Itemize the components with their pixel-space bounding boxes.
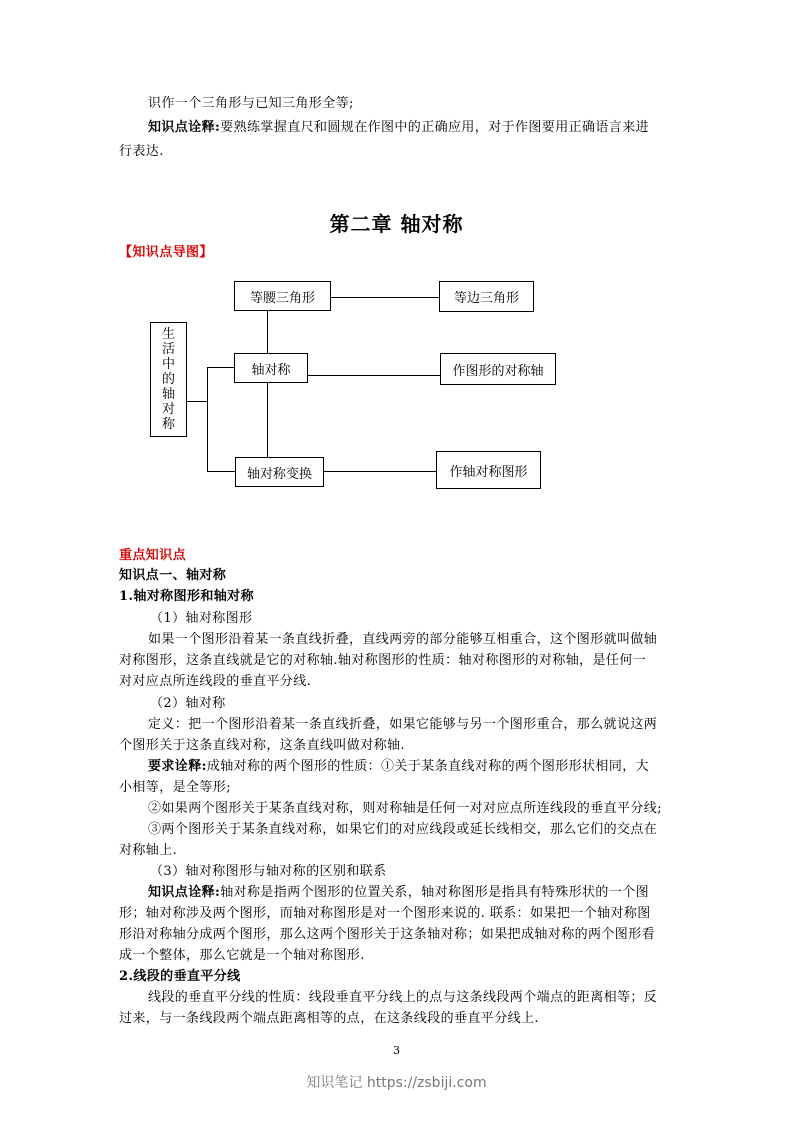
requirement-line-4: ③两个图形关于某条直线对称，如果它们的对应线段或延长线相交，那么它们的交点在 bbox=[148, 822, 658, 837]
node-symmetry-transform: 轴对称变换 bbox=[235, 457, 324, 487]
requirement-line-1: 成轴对称的两个图形的性质：①关于某条直线对称的两个图形形状相同，大 bbox=[206, 759, 650, 774]
subsection-2-line-2: 过来，与一条线段两个端点距离相等的点，在这条线段的垂直平分线上. bbox=[119, 1011, 539, 1026]
connector bbox=[267, 311, 268, 353]
item-3-title: （3）轴对称图形与轴对称的区别和联系 bbox=[150, 864, 387, 879]
requirement-label: 要求诠释: bbox=[148, 759, 207, 774]
top-label: 知识点诠释: bbox=[148, 120, 221, 135]
item-1-line-2: 对称图形，这条直线就是它的对称轴.轴对称图形的性质：轴对称图形的对称轴，是任何一 bbox=[119, 653, 647, 668]
node-isosceles-triangle: 等腰三角形 bbox=[234, 281, 331, 311]
node-draw-symmetry-axis: 作图形的对称轴 bbox=[440, 353, 556, 385]
mindmap-root-node bbox=[150, 322, 187, 437]
requirement-line-2: 小相等，是全等形; bbox=[119, 780, 231, 795]
footer-watermark: 知识笔记 https://zsbiji.com bbox=[306, 1075, 487, 1091]
node-draw-symmetric-figure: 作轴对称图形 bbox=[436, 451, 541, 489]
root-char: 轴 bbox=[161, 387, 175, 402]
connector bbox=[267, 383, 268, 457]
subsection-1-title: 1.轴对称图形和轴对称 bbox=[119, 589, 254, 604]
node-axial-symmetry: 轴对称 bbox=[234, 353, 308, 383]
connector bbox=[187, 401, 208, 402]
item-1-line-1: 如果一个图形沿着某一条直线折叠，直线两旁的部分能够互相重合，这个图形就叫做轴 bbox=[148, 632, 658, 647]
root-char: 称 bbox=[161, 417, 175, 432]
explanation-line-2: 形；轴对称涉及两个图形，而轴对称图形是对一个图形来说的. 联系：如果把一个轴对称图 bbox=[119, 906, 651, 921]
chapter-title: 第二章 轴对称 bbox=[329, 212, 464, 236]
connector bbox=[207, 367, 234, 368]
explanation-line-1: 轴对称是指两个图形的位置关系，轴对称图形是指具有特殊形状的一个图 bbox=[220, 885, 650, 900]
connector bbox=[324, 471, 436, 472]
root-char: 生 bbox=[161, 327, 175, 342]
top-line-3: 行表达. bbox=[119, 144, 164, 159]
explanation-line-4: 成一个整体，那么它就是一个轴对称图形. bbox=[119, 948, 365, 963]
root-char: 的 bbox=[161, 372, 175, 387]
page-number: 3 bbox=[393, 1044, 400, 1057]
top-paragraph-2 bbox=[148, 120, 649, 136]
item-1-line-3: 对对应点所连线段的垂直平分线. bbox=[119, 674, 312, 689]
explanation-paragraph bbox=[148, 885, 649, 901]
top-line-2: 要熟练掌握直尺和圆规在作图中的正确应用，对于作图要用正确语言来进 bbox=[220, 120, 650, 135]
explanation-label: 知识点诠释: bbox=[148, 885, 221, 900]
connector bbox=[207, 471, 235, 472]
root-char: 中 bbox=[161, 357, 175, 372]
root-char: 活 bbox=[161, 342, 175, 357]
connector bbox=[308, 375, 440, 376]
top-line-1: 识作一个三角形与已知三角形全等; bbox=[148, 96, 354, 111]
requirement-line-5: 对称轴上. bbox=[119, 843, 178, 858]
key-points-heading: 重点知识点 bbox=[119, 548, 187, 563]
mindmap-section-label: 【知识点导图】 bbox=[119, 245, 213, 260]
root-char: 对 bbox=[161, 402, 175, 417]
subsection-2-title: 2.线段的垂直平分线 bbox=[119, 969, 241, 984]
connector bbox=[207, 367, 208, 471]
knowledge-point-1: 知识点一、轴对称 bbox=[119, 568, 227, 583]
explanation-line-3: 形沿对称轴分成两个图形，那么这两个图形关于这条轴对称；如果把成轴对称的两个图形看 bbox=[119, 927, 656, 942]
requirement-line-3: ②如果两个图形关于某条直线对称，则对称轴是任何一对对应点所连线段的垂直平分线; bbox=[148, 801, 662, 816]
item-1-title: （1）轴对称图形 bbox=[150, 611, 253, 626]
requirement-paragraph bbox=[148, 759, 649, 775]
connector bbox=[331, 297, 439, 298]
item-2-line-1: 定义：把一个图形沿着某一条直线折叠，如果它能够与另一个图形重合，那么就说这两 bbox=[148, 717, 658, 732]
subsection-2-line-1: 线段的垂直平分线的性质：线段垂直平分线上的点与这条线段两个端点的距离相等；反 bbox=[148, 990, 658, 1005]
item-2-line-2: 个图形关于这条直线对称，这条直线叫做对称轴. bbox=[119, 738, 405, 753]
node-equilateral-triangle: 等边三角形 bbox=[439, 281, 534, 312]
item-2-title: （2）轴对称 bbox=[150, 696, 226, 711]
